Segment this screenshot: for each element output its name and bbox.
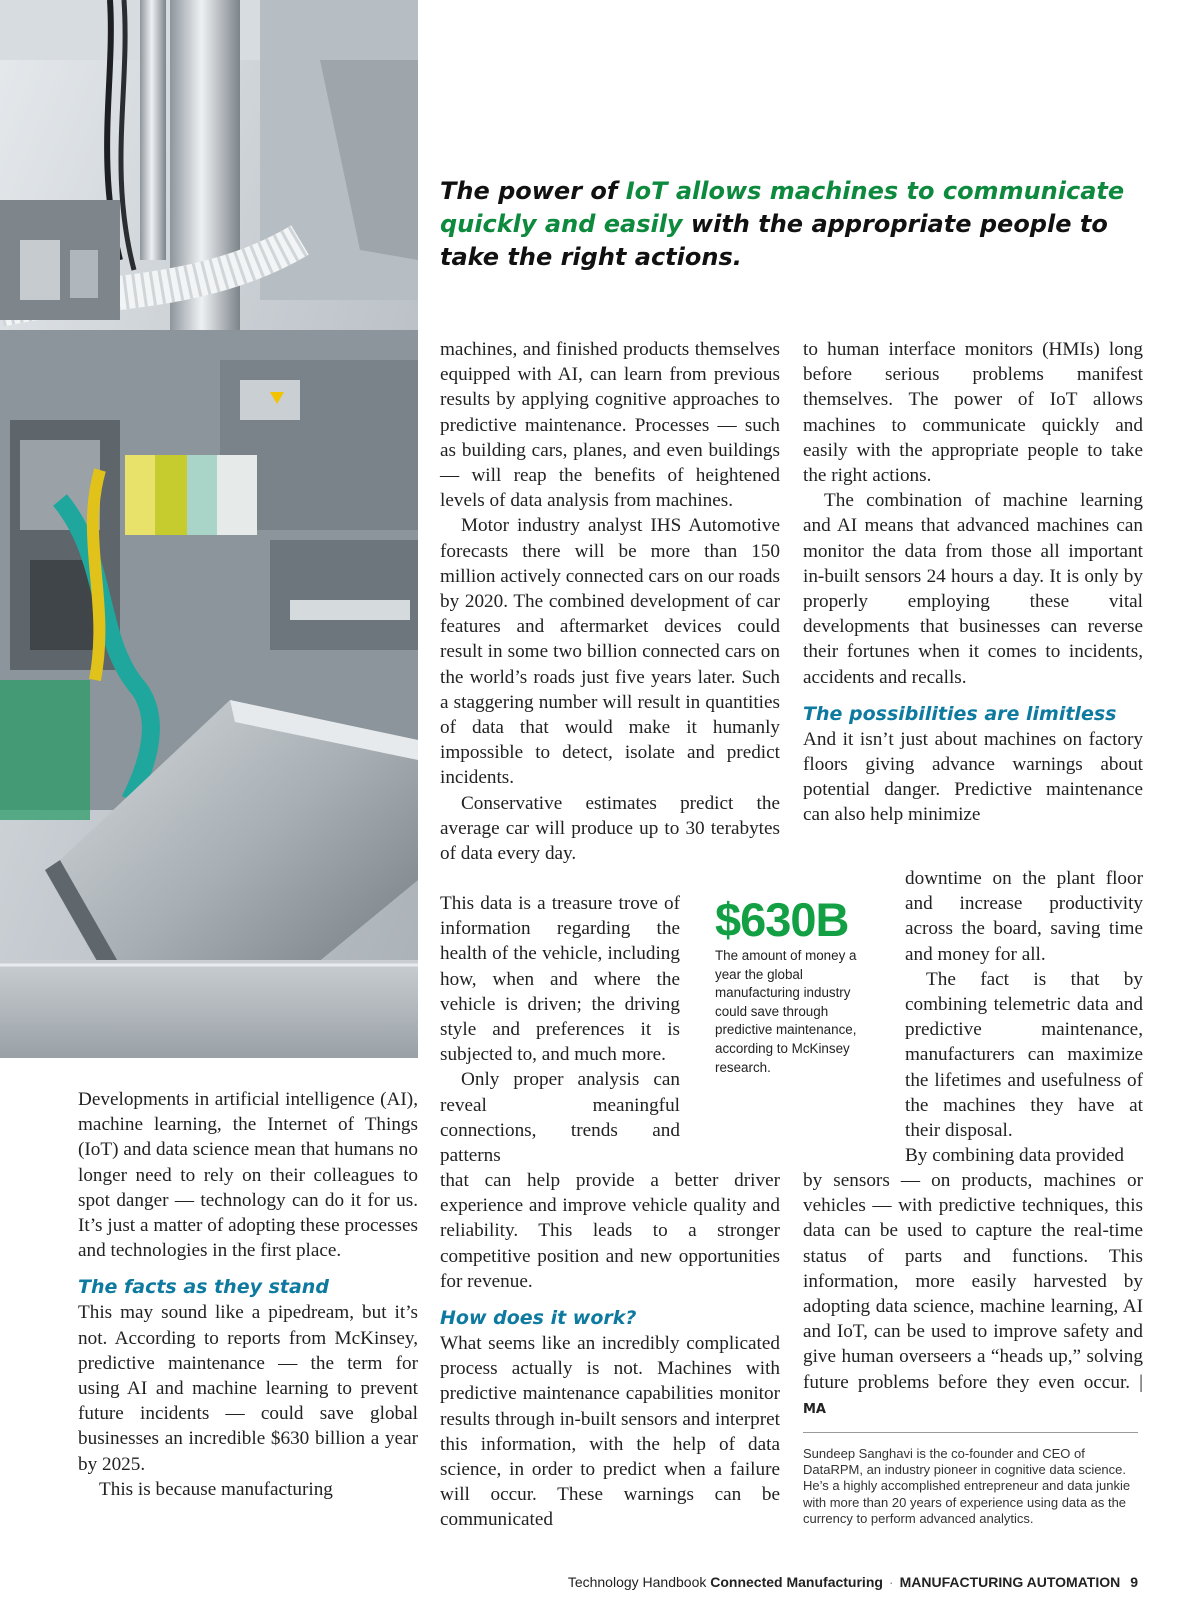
footer-handbook: Technology Handbook [567, 1574, 707, 1590]
footer-section: Connected Manufacturing [710, 1574, 883, 1590]
col2-paragraph-2: Motor industry analyst IHS Automotive forecasts there will be more than 150 million actively connected cars on our roads by 2020. The combined development of car features and aftermarket devices could result in some two billion connected cars on the world’s roads just five years later. Such a staggering number will result in quantities of data that would make it humanly impossible to detect, isolate and predict incidents. [440, 515, 780, 789]
col3-paragraph-1: to human interface monitors (HMIs) long before serious problems manifest themselves. The power of IoT allows machines to communicate quickly and easily with the appropriate people to take the right actions. [803, 339, 1143, 487]
col3-paragraph-5: The fact is that by combining telemetric data and predictive maintenance, manufacturers can maximize the lifetimes and usefulness of the machines they have at their disposal. [905, 968, 1143, 1142]
col2-paragraph-1: machines, and finished products themselves equipped with AI, can learn from previous results by applying cognitive approaches to predictive maintenance. Processes — such as building cars, planes, and even buildings — will reap the benefits of heightened levels of data analysis from machines. [440, 339, 780, 512]
col3-paragraph-7 [803, 1168, 1143, 1422]
pull-quote [440, 175, 1140, 274]
column-3-upper [803, 337, 1143, 828]
col1-paragraph-2: This may sound like a pipedream, but it’s not. According to reports from McKinsey, predictive maintenance — the term for using AI and machine learning to prevent future incidents — could save global businesses an incredible $630 billion a year by 2025. [78, 1302, 418, 1475]
footer-separator-dot: · [888, 1574, 894, 1590]
machine-photo [0, 0, 418, 1058]
stat-sidebar [715, 895, 875, 1077]
column-3-lower [803, 1168, 1143, 1422]
page-footer [568, 1574, 1138, 1590]
stat-caption: The amount of money a year the global manufacturing industry could save through predictive maintenance, according to McKinsey research. [715, 948, 857, 1075]
page-number: 9 [1130, 1574, 1138, 1590]
column-2-narrow [440, 891, 680, 1168]
col3-paragraph-4: downtime on the plant floor and increase productivity across the board, saving time and money for all. [905, 868, 1143, 965]
heading-how: How does it work? [440, 1307, 637, 1330]
pull-quote-part3: with the appropriate people to take the right actions. [440, 210, 1108, 271]
pull-quote-part1: The power of [440, 177, 626, 205]
column-3-narrow [905, 866, 1143, 1168]
col2-paragraph-3: Conservative estimates predict the average car will produce up to 30 terabytes of data every day. [440, 792, 780, 865]
col2-paragraph-7: What seems like an incredibly complicated process actually is not. Machines with predictive maintenance capabilities monitor results through in-built sensors and interpret this information, with the help of data science, in order to predict when a failure will occur. These warnings can be communicated [440, 1333, 780, 1531]
author-initials: MA [803, 1401, 826, 1417]
col3-paragraph-6: By combining data provided [905, 1145, 1125, 1167]
pull-quote-highlight: IoT allows machines to communicate quickly and easily [440, 177, 1125, 238]
column-2-lower [440, 1168, 780, 1533]
col1-paragraph-3: This is because manufacturing [99, 1478, 333, 1500]
col1-paragraph-1: Developments in artificial intelligence (AI), machine learning, the Internet of Things (IoT) and data science mean that humans no longer need to rely on their colleagues to spot danger — technology can do it for us. It’s just a matter of adopting these processes and technologies in the first place. [78, 1089, 418, 1262]
heading-possibilities: The possibilities are limitless [803, 702, 1117, 725]
col2-paragraph-4: This data is a treasure trove of information regarding the health of the vehicle, including how, when and where the vehicle is driven; the driving style and preferences it is subjected to, and much more. [440, 893, 680, 1066]
col3-paragraph-7-text: by sensors — on products, machines or vehicles — with predictive techniques, this data can be used to capture the real-time status of parts and functions. This information, more easily harvested by adopting data science, machine learning, AI and IoT, can be used to improve safety and give human overseers a “heads up,” solving future problems before they even occur. | [803, 1170, 1143, 1393]
column-1 [78, 1087, 418, 1502]
column-2-upper [440, 337, 780, 866]
stat-figure: $630B [715, 893, 849, 946]
footer-magazine: MANUFACTURING AUTOMATION [899, 1574, 1121, 1590]
col3-paragraph-3: And it isn’t just about machines on factory floors giving advance warnings about potential danger. Predictive maintenance can also help minimize [803, 728, 1143, 826]
col3-paragraph-2: The combination of machine learning and AI means that advanced machines can monitor the data from those all important in-built sensors 24 hours a day. It is only by properly employing these vital developments that businesses can reverse their fortunes when it comes to incidents, accidents and recalls. [803, 490, 1143, 688]
col2-paragraph-5: Only proper analysis can reveal meaningful connections, trends and patterns [440, 1069, 680, 1167]
heading-facts: The facts as they stand [78, 1276, 329, 1299]
author-bio: Sundeep Sanghavi is the co-founder and CEO of DataRPM, an industry pioneer in cognitive data science. He’s a highly accomplished entrepreneur and data junkie with more than 20 years of experience using data as the currency to perform advanced analytics. [803, 1432, 1138, 1527]
col2-paragraph-6: that can help provide a better driver experience and improve vehicle quality and reliability. This leads to a stronger competitive position and new opportunities for revenue. [440, 1170, 780, 1292]
